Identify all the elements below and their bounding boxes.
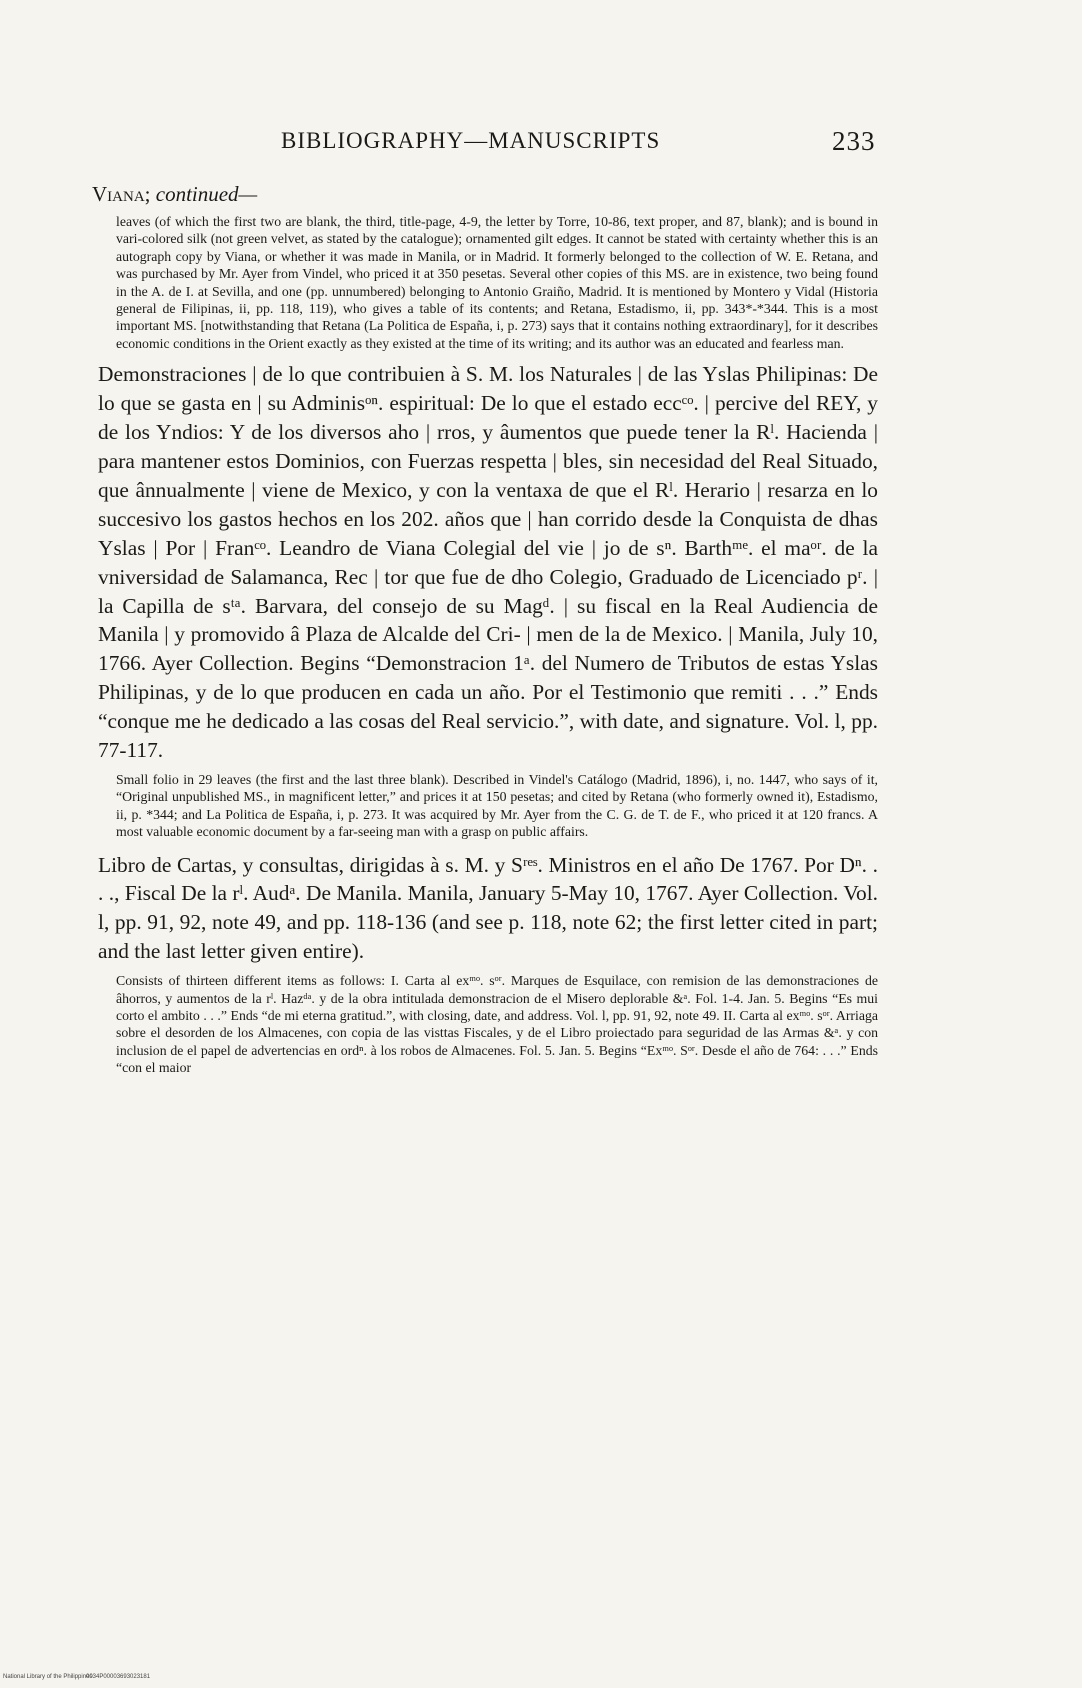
entry-heading-continued: continued— [155, 182, 258, 206]
page-number: 233 [832, 126, 876, 156]
footer-identifier: 0034P00003693023181 [86, 1674, 151, 1680]
footer-credit: National Library of the Philippines [3, 1674, 93, 1680]
running-title: BIBLIOGRAPHY—MANUSCRIPTS [281, 128, 661, 153]
entry-demonstraciones: Demonstraciones | de lo que contribuien à S. M. los Naturales | de las Yslas Philipinas: De lo que se gasta en | su Adminisᵒⁿ. espiritual: De lo que el estado eccᶜᵒ. | percive del REY, y de los Yndios: Y de los diversos aho | rros, y âumentos que puede tener la Rˡ. Hacienda | para mantener estos Dominios, con Fuerzas respetta | bles, sin necesidad del Real Situado, que ânnualmente | viene de Mexico, y con la ventaxa de que el Rˡ. Herario | resarza en lo succesivo los gastos hechos en los 202. años que | han corrido desde la Conquista de dhas Yslas | Por | Franᶜᵒ. Leandro de Viana Colegial del vie | jo de sⁿ. Barthᵐᵉ. el maᵒʳ. de la vniversidad de Salamanca, Rec | tor que fue de dho Colegio, Graduado de Licenciado pʳ. | la Capilla de sᵗᵃ. Barvara, del consejo de su Magᵈ. | su fiscal en la Real Audiencia de Manila | y promovido â Plaza de Alcalde del Cri- | men de la de Mexico. | Manila, July 10, 1766. Ayer Collection. Begins “Demonstracion 1ᵃ. del Numero de Tributos de estas Yslas Philipinas, y de lo que producen en cada un año. Por el Testimonio que remiti . . .” Ends “conque me he dedicado a las cosas del Real servicio.”, with date, and signature. Vol. l, pp. 77-117. [98, 362, 878, 763]
note-paragraph-viana: leaves (of which the first two are blank, the third, title-page, 4-9, the letter by Torre, 10-86, text proper, and 87, blank); and is bound in vari-colored silk (not green velvet, as stated by the catalogue); ornamented gilt edges. It cannot be stated with certainty whether this is an autograph copy by Viana, or whether it was made in Manila, or in Madrid. It formerly belonged to the collection of W. E. Retana, and was purchased by Mr. Ayer from Vindel, who priced it at 350 pesetas. Several other copies of this MS. are in existence, two being found in the A. de I. at Sevilla, and one (pp. unnumbered) belonging to Antonio Graiño, Madrid. It is mentioned by Montero y Vidal (Historia general de Filipinas, ii, pp. 118, 119), who gives a table of its contents; and Retana, Estadismo, ii, pp. 343*-*344. This is a most important MS. [notwithstanding that Retana (La Politica de España, i, p. 273) says that it contains nothing extraordinary], for it describes economic conditions in the Orient exactly as they existed at the time of its writing; and its author was an educated and fearless man. [116, 214, 878, 351]
note-paragraph-demonstraciones: Small folio in 29 leaves (the first and the last three blank). Described in Vindel's Catálogo (Madrid, 1896), i, no. 1447, who says of it, “Original unpublished MS., in magnificent letter,” and prices it at 150 pesetas; and cited by Retana (who formerly owned it), Estadismo, ii, p. *344; and La Politica de España, i, p. 273. It was acquired by Mr. Ayer from the C. G. de T. de F., who priced it at 120 francs. A most valuable economic document by a far-seeing man with a grasp on public affairs. [116, 771, 878, 840]
note-paragraph-libro-de-cartas: Consists of thirteen different items as follows: I. Carta al exᵐᵒ. sᵒʳ. Marques de Esquilace, con remision de las demonstraciones de âhorros, y aumentos de la rˡ. Hazᵈᵃ. y de la obra intitulada demonstracion de el Misero deplorable &ᵃ. Fol. 1-4. Jan. 5. Begins “Es mui corto el ambito . . .” Ends “de mi eterna gratitud.”, with closing, date, and address. Vol. l, pp. 91, 92, note 49. II. Carta al exᵐᵒ. sᵒʳ. Arriaga sobre el desorden de los Almacenes, con copia de las visttas Fiscales, y de el Libro proiectado para seguridad de las Armas &ᵃ. y con inclusion de el papel de advertencias en ordⁿ. à los robos de Almacenes. Fol. 5. Jan. 5. Begins “Exᵐᵒ. Sᵒʳ. Desde el año de 764: . . .” Ends “con el maior [116, 973, 878, 1076]
entry-heading [92, 182, 878, 207]
entry-libro-de-cartas: Libro de Cartas, y consultas, dirigidas à s. M. y Sʳᵉˢ. Ministros en el año De 1767. Por Dⁿ. . . ., Fiscal De la rˡ. Audᵃ. De Manila. Manila, January 5-May 10, 1767. Ayer Collection. Vol. l, pp. 91, 92, note 49, and pp. 118-136 (and see p. 118, note 62; the first letter cited in part; and the last letter given entire). [98, 852, 878, 964]
page-header [0, 128, 1082, 162]
page-body [92, 182, 878, 1085]
entry-heading-name: Viana; [92, 182, 151, 206]
